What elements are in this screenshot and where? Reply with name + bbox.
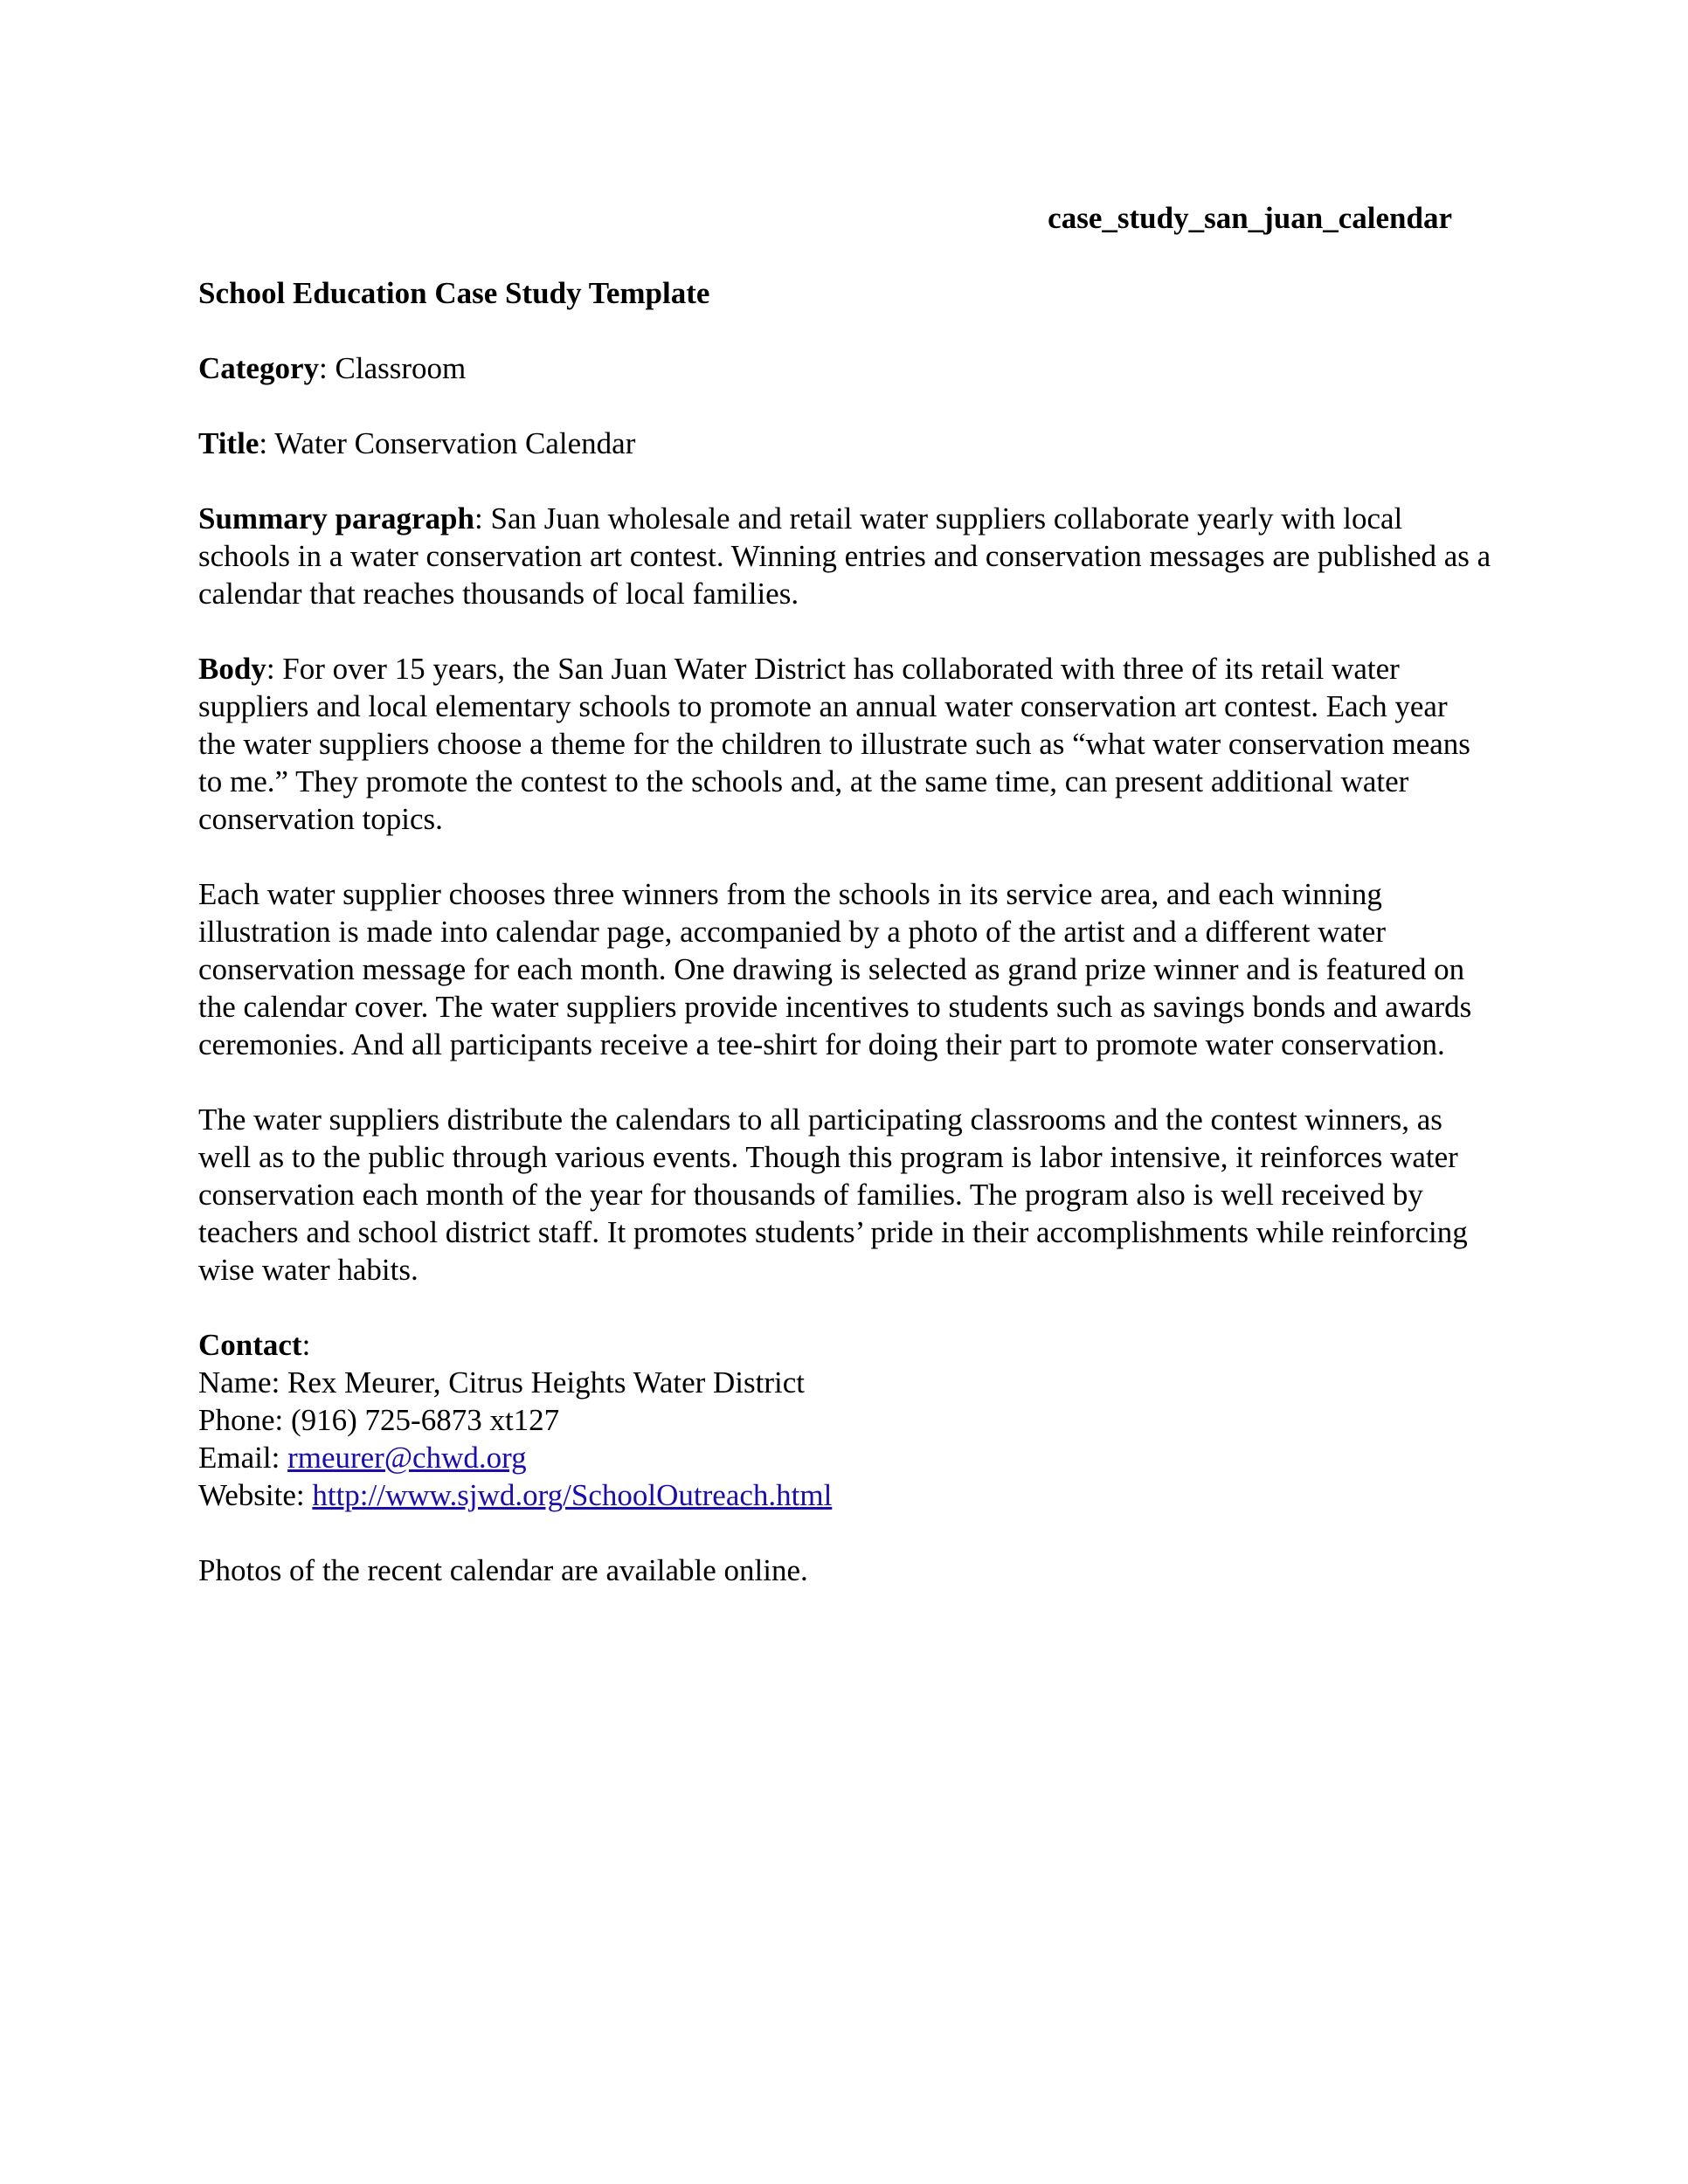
contact-website-label: Website: [198,1478,305,1512]
contact-email-line [198,1439,1491,1476]
title-line: Title: Water Conservation Calendar [198,426,636,460]
footer-note: Photos of the recent calendar are available online. [198,1553,808,1587]
contact-email-label: Email: [198,1441,280,1475]
contact-label: Contact [198,1328,302,1362]
document-content [198,274,1491,1627]
contact-name: Rex Meurer, Citrus Heights Water District [287,1365,806,1400]
contact-website-link[interactable]: http://www.sjwd.org/SchoolOutreach.html [312,1478,833,1512]
category-line: Category: Classroom [198,351,467,385]
contact-block [198,1326,1491,1514]
title-label: Title [198,426,259,460]
template-title: School Education Case Study Template [198,276,710,310]
document-id: case_study_san_juan_calendar [1048,201,1452,235]
body-text-1: For over 15 years, the San Juan Water District has collaborated with three of its retail water suppliers and local elementary schools to promote an annual water conservation art contest. Each year the water suppliers choose a theme for the children to illustrate such as “what water conservation means to me.” They promote the contest to the schools and, at the same time, can present additional water conservation topics. [198,652,1470,836]
body-label: Body [198,652,266,686]
body-paragraph-3: The water suppliers distribute the calendars to all participating classrooms and the contest winners, as well as to the public through various events. Though this program is labor intensive, it reinforces water conservation each month of the year for thousands of families. The program also is well received by teachers and school district staff. It promotes students’ pride in their accomplishments while reinforcing wise water habits. [198,1102,1468,1287]
body-paragraph-1: Body: For over 15 years, the San Juan Water District has collaborated with three of its retail water suppliers and local elementary schools to promote an annual water conservation art contest. Each year the water suppliers choose a theme for the children to illustrate such as “what water conservation means to me.” They promote the contest to the schools and, at the same time, can present additional water conservation topics. [198,652,1470,836]
contact-name-line [198,1364,1491,1401]
contact-website-line [198,1476,1491,1514]
body-paragraph-2: Each water supplier chooses three winners from the schools in its service area, and each winning illustration is made into calendar page, accompanied by a photo of the artist and a different water conservation message for each month. One drawing is selected as grand prize winner and is featured on the calendar cover. The water suppliers provide incentives to students such as savings bonds and awards ceremonies. And all participants receive a tee-shirt for doing their part to promote water conservation. [198,877,1472,1061]
title-value: Water Conservation Calendar [274,426,636,460]
contact-phone-label: Phone: [198,1403,284,1437]
contact-heading: Contact: [198,1328,311,1362]
contact-name-label: Name: [198,1365,280,1400]
summary-text: San Juan wholesale and retail water suppliers collaborate yearly with local schools in a water conservation art contest. Winning entries and conservation messages are published as a calendar that reaches thousands of local families. [198,501,1491,611]
contact-email-link[interactable]: rmeurer@chwd.org [287,1441,527,1475]
summary-label: Summary paragraph [198,501,474,536]
category-value: Classroom [335,351,467,385]
contact-phone: (916) 725-6873 xt127 [290,1403,560,1437]
contact-phone-line [198,1401,1491,1439]
category-label: Category [198,351,320,385]
summary-paragraph: Summary paragraph: San Juan wholesale and retail water suppliers collaborate yearly with local schools in a water conservation art contest. Winning entries and conservation messages are published as a calendar that reaches thousands of local families. [198,501,1491,611]
